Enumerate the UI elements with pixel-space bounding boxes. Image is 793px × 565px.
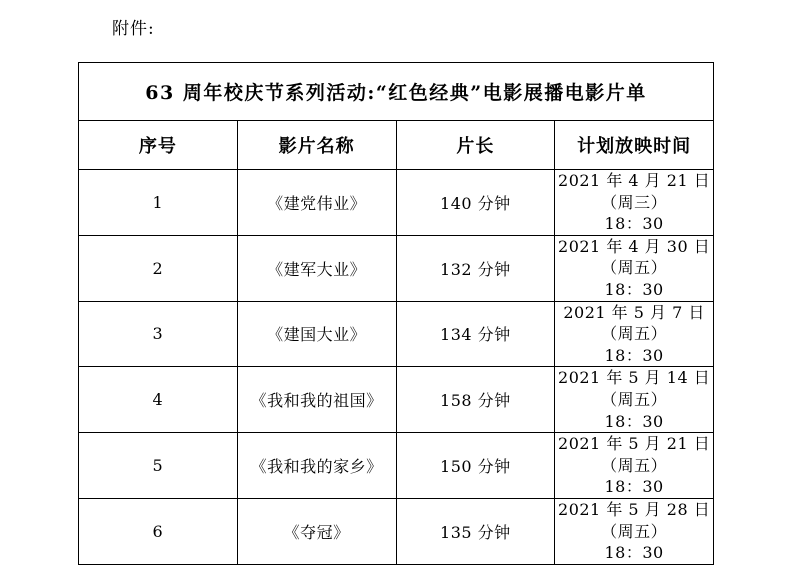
screening-date: 2021 年 5 月 21 日（周五） [558, 434, 711, 475]
screening-clock: 18：30 [604, 214, 664, 234]
cell-duration: 134 分钟 [396, 301, 555, 367]
screening-date: 2021 年 5 月 28 日（周五） [558, 499, 711, 541]
cell-film-name: 《建国大业》 [237, 301, 396, 367]
column-header-screening-time: 计划放映时间 [555, 121, 714, 170]
attachment-label: 附件: [112, 19, 155, 39]
cell-screening-time [555, 498, 714, 564]
cell-screening-time [555, 433, 714, 499]
screening-clock: 18：30 [604, 543, 664, 563]
cell-screening-time [555, 235, 714, 301]
table-header-row [79, 121, 714, 170]
film-schedule-table [78, 62, 714, 565]
table-row [79, 235, 714, 301]
cell-film-name: 《我和我的家乡》 [237, 433, 396, 499]
table-row [79, 498, 714, 564]
cell-duration: 150 分钟 [396, 433, 555, 499]
cell-index: 2 [79, 235, 238, 301]
cell-film-name: 《我和我的祖国》 [237, 367, 396, 433]
column-header-duration: 片长 [396, 121, 555, 170]
screening-date: 2021 年 4 月 30 日 （周五） [558, 236, 711, 278]
cell-film-name: 《建军大业》 [237, 235, 396, 301]
cell-index: 4 [79, 367, 238, 433]
cell-duration: 135 分钟 [396, 498, 555, 564]
screening-date: 2021 年 5 月 14 日（周五） [558, 368, 711, 409]
cell-duration: 140 分钟 [396, 170, 555, 236]
table-row [79, 367, 714, 433]
film-schedule-table-container [78, 62, 714, 565]
cell-index: 5 [79, 433, 238, 499]
table-row [79, 433, 714, 499]
screening-clock: 18：30 [604, 279, 664, 299]
table-title: 63 周年校庆节系列活动:“红色经典”电影展播电影片单 [79, 63, 714, 121]
table-row [79, 301, 714, 367]
column-header-film-name: 影片名称 [237, 121, 396, 170]
cell-duration: 132 分钟 [396, 235, 555, 301]
cell-film-name: 《建党伟业》 [237, 170, 396, 236]
cell-duration: 158 分钟 [396, 367, 555, 433]
cell-screening-time [555, 170, 714, 236]
cell-screening-time [555, 301, 714, 367]
cell-index: 6 [79, 498, 238, 564]
column-header-index: 序号 [79, 121, 238, 170]
screening-date: 2021 年 4 月 21 日（周三） [558, 171, 711, 212]
table-title-row [79, 63, 714, 121]
screening-date: 2021 年 5 月 7 日（周五） [563, 302, 705, 344]
cell-screening-time [555, 367, 714, 433]
cell-index: 1 [79, 170, 238, 236]
screening-clock: 18：30 [604, 477, 664, 497]
screening-clock: 18：30 [604, 345, 664, 365]
cell-film-name: 《夺冠》 [237, 498, 396, 564]
table-row [79, 170, 714, 236]
screening-clock: 18：30 [604, 411, 664, 431]
cell-index: 3 [79, 301, 238, 367]
